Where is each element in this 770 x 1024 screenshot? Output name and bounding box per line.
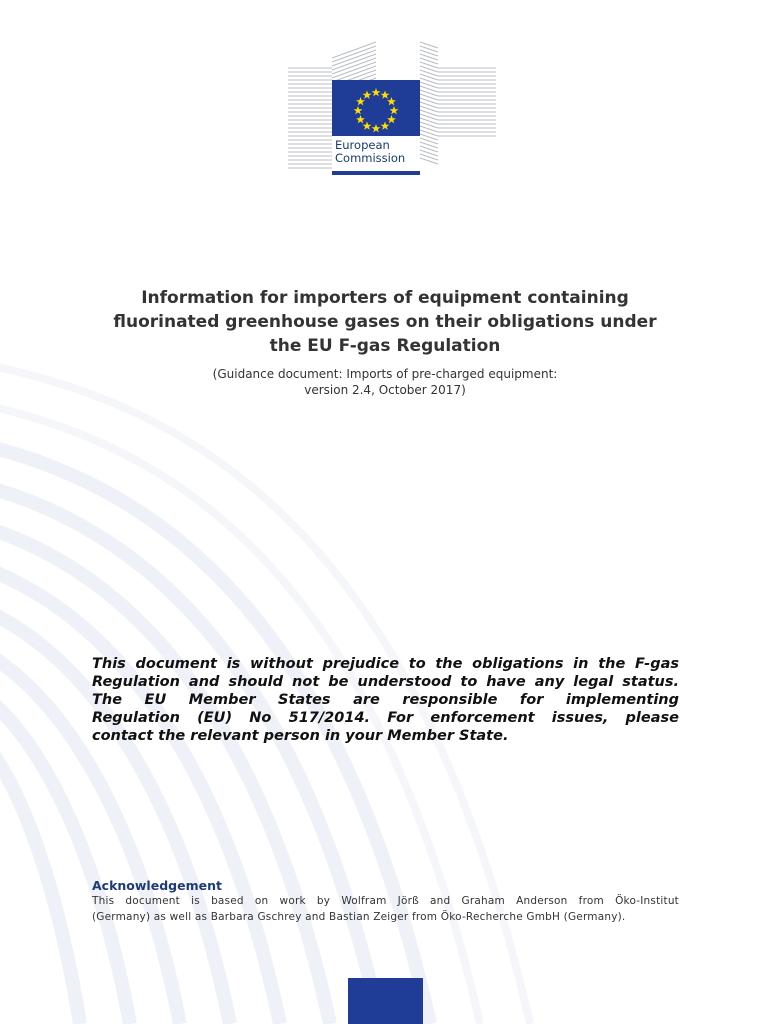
disclaimer-line-5: contact the relevant person in your Member State.	[92, 728, 509, 744]
title-line-3: the EU F-gas Regulation	[269, 336, 501, 356]
bottom-color-block	[348, 978, 423, 1024]
logo-line-european: European	[335, 138, 390, 152]
acknowledgement-line-1: This document is based on work by Wolfram Jörß and Graham Anderson from Öko-Institut	[92, 895, 679, 907]
acknowledgement-text	[92, 893, 679, 925]
disclaimer-line-2: Regulation and should not be understood to have any legal status.	[92, 674, 679, 690]
title-line-1: Information for importers of equipment containing	[141, 288, 629, 308]
logo-wordmark	[335, 139, 425, 165]
acknowledgement-line-2: (Germany) as well as Barbara Gschrey and Bastian Zeiger from Öko-Recherche GmbH (Germany).	[92, 911, 626, 923]
subtitle-line-2: version 2.4, October 2017)	[304, 383, 466, 397]
subtitle-line-1: (Guidance document: Imports of pre-charged equipment:	[212, 367, 558, 381]
document-title	[60, 286, 710, 358]
disclaimer-line-1: This document is without prejudice to the obligations in the F-gas	[92, 656, 679, 672]
disclaimer-line-4: Regulation (EU) No 517/2014. For enforcement issues, please	[92, 710, 679, 726]
logo-line-commission: Commission	[335, 151, 406, 165]
document-subtitle	[60, 366, 710, 398]
acknowledgement-heading: Acknowledgement	[92, 878, 222, 893]
legal-disclaimer	[92, 655, 679, 745]
disclaimer-line-3: The EU Member States are responsible for implementing	[92, 692, 679, 708]
title-line-2: fluorinated greenhouse gases on their obligations under	[113, 312, 657, 332]
